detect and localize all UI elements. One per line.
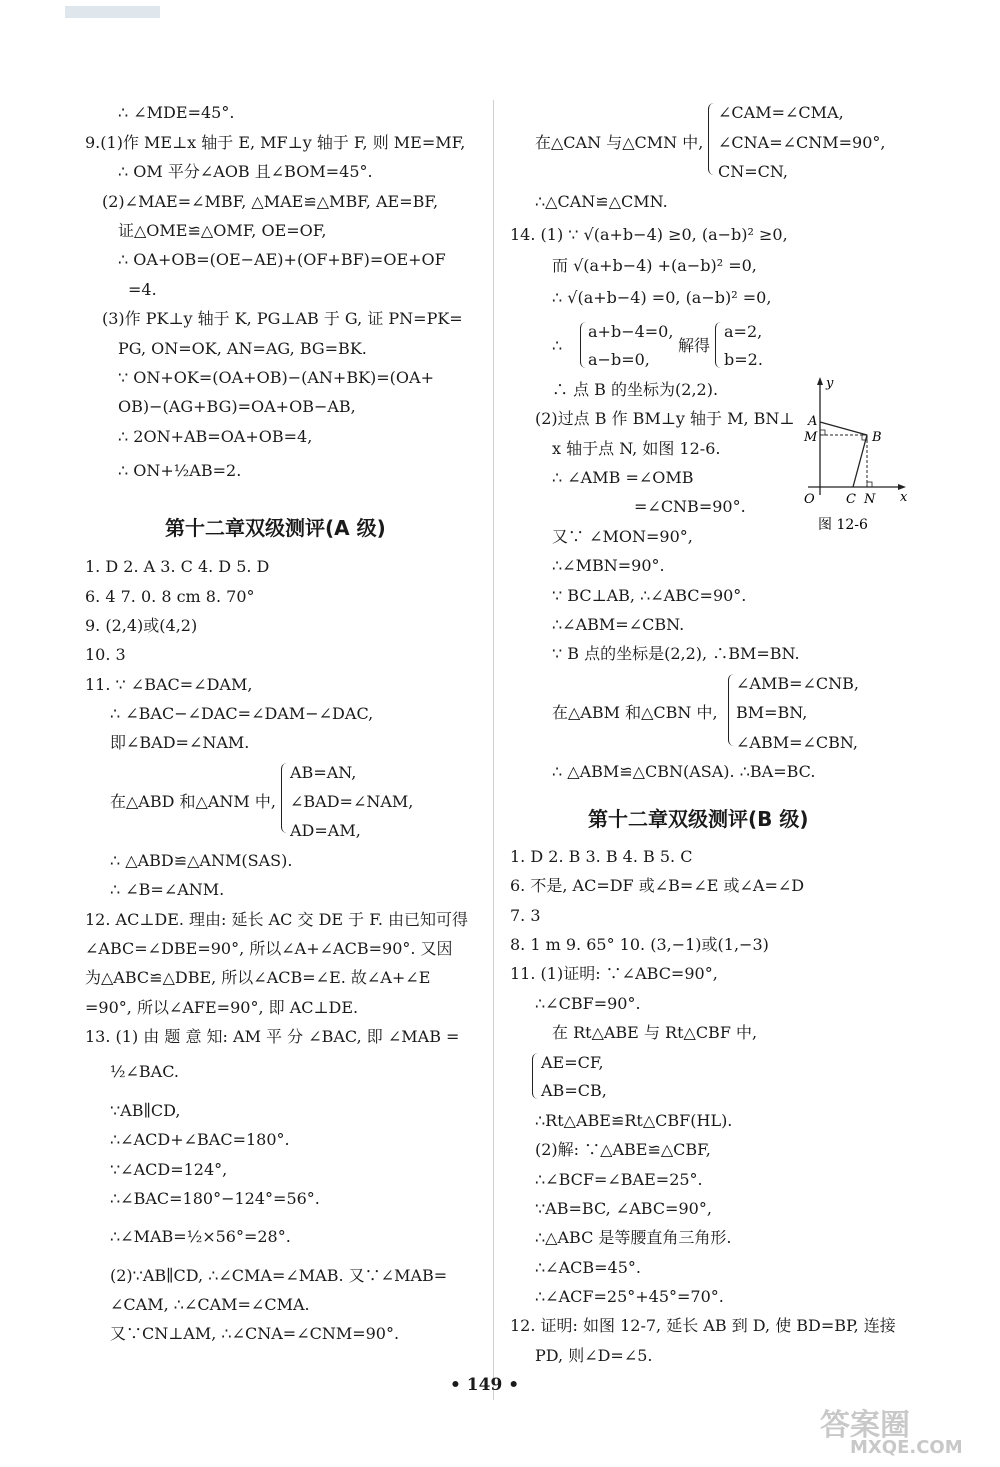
system-line: ∠CAM=∠CMA, xyxy=(718,103,844,122)
label-B: B xyxy=(872,430,882,445)
answer-line: ∵AB∥CD, xyxy=(110,1101,181,1120)
text-line: 9.(1)作 ME⊥x 轴于 E, MF⊥y 轴于 F, 则 ME=MF, xyxy=(85,133,466,152)
watermark-logo: 答案圈 xyxy=(820,1408,910,1443)
answer-line: (2)过点 B 作 BM⊥y 轴于 M, BN⊥ xyxy=(535,409,795,428)
system-line: ∠BAD=∠NAM, xyxy=(290,792,414,811)
answer-line: ½∠BAC. xyxy=(110,1062,179,1081)
system-line: ∠CNA=∠CNM=90°, xyxy=(718,133,886,152)
answer-line: ∵ BC⊥AB, ∴∠ABC=90°. xyxy=(552,586,747,605)
answer-line: ∴∠ACD+∠BAC=180°. xyxy=(110,1130,290,1149)
answer-line: 而 √(a+b−4) +(a−b)² =0, xyxy=(552,256,757,275)
system-line: BM=BN, xyxy=(736,703,808,722)
answer-line: (2)∵AB∥CD, ∴∠CMA=∠MAB. 又∵∠MAB= xyxy=(110,1266,448,1285)
system-line: a=2, xyxy=(724,322,763,341)
text-line: (3)作 PK⊥y 轴于 K, PG⊥AB 于 G, 证 PN=PK= xyxy=(102,309,463,328)
system-line: CN=CN, xyxy=(718,162,788,181)
system-line: AB=AN, xyxy=(290,763,357,782)
system-line: 解得 xyxy=(678,336,711,355)
answer-line: ∴∠ABM=∠CBN. xyxy=(552,615,685,634)
section-heading-b: 第十二章双级测评(B 级) xyxy=(588,807,809,831)
answer-line: ∴∠MAB=½×56°=28°. xyxy=(110,1227,291,1246)
text-line: ∴ OM 平分∠AOB 且∠BOM=45°. xyxy=(118,162,373,181)
answer-line: ∵AB=BC, ∠ABC=90°, xyxy=(535,1199,712,1218)
answer-line: 12. AC⊥DE. 理由: 延长 AC 交 DE 于 F. 由已知可得 xyxy=(85,910,469,929)
answer-line: ∴∠CBF=90°. xyxy=(535,994,641,1013)
figure-12-6 xyxy=(790,375,910,540)
answer-line: ∴∠BAC=180°−124°=56°. xyxy=(110,1189,320,1208)
text-line: ∴ ON+½AB=2. xyxy=(118,461,242,480)
answer-line: 11. ∵ ∠BAC=∠DAM, xyxy=(85,675,253,694)
brace xyxy=(715,322,724,368)
answer-line: ∴ √(a+b−4) =0, (a−b)² =0, xyxy=(552,288,772,307)
answer-line: 6. 不是, AC=DF 或∠B=∠E 或∠A=∠D xyxy=(510,876,805,895)
answer-line: 9. (2,4)或(4,2) xyxy=(85,616,198,635)
system-line: AE=CF, xyxy=(541,1053,604,1072)
system-line: AB=CB, xyxy=(541,1081,607,1100)
label-O: O xyxy=(804,492,815,507)
answer-line: 即∠BAD=∠NAM. xyxy=(110,733,250,752)
system-line: 在△ABD 和△ANM 中, xyxy=(110,792,276,811)
watermark-url: MXQE.COM xyxy=(850,1437,963,1458)
answer-line: =∠CNB=90°. xyxy=(634,497,746,516)
answer-line: ∠CAM, ∴∠CAM=∠CMA. xyxy=(110,1295,310,1314)
answer-line: ∴△CAN≌△CMN. xyxy=(535,192,668,211)
answer-line: ∵∠ACD=124°, xyxy=(110,1160,228,1179)
answer-line: ∴ △ABM≌△CBN(ASA). ∴BA=BC. xyxy=(552,762,816,781)
answer-line: 又∵ ∠MON=90°, xyxy=(552,527,693,546)
label-A: A xyxy=(808,414,818,429)
answer-line: 11. (1)证明: ∵∠ABC=90°, xyxy=(510,964,718,983)
text-line: ∴ OA+OB=(OE−AE)+(OF+BF)=OE+OF xyxy=(118,250,446,269)
answer-line: 1. D 2. A 3. C 4. D 5. D xyxy=(85,557,270,576)
answer-line: ∴∠ACF=25°+45°=70°. xyxy=(535,1287,724,1306)
answer-line: 13. (1) 由 题 意 知: AM 平 分 ∠BAC, 即 ∠MAB = xyxy=(85,1027,460,1046)
section-heading-a: 第十二章双级测评(A 级) xyxy=(165,516,386,540)
answer-line: ∵ B 点的坐标是(2,2), ∴BM=BN. xyxy=(552,644,800,663)
answer-line: ∴∠MBN=90°. xyxy=(552,556,665,575)
system-line: AD=AM, xyxy=(290,821,361,840)
text-line: ∵ ON+OK=(OA+OB)−(AN+BK)=(OA+ xyxy=(118,368,434,387)
answer-line: 7. 3 xyxy=(510,906,541,925)
answer-line: ∴ ∠AMB =∠OMB xyxy=(552,468,694,487)
system-line: ∠ABM=∠CBN, xyxy=(736,733,858,752)
text-line: 证△OME≌△OMF, OE=OF, xyxy=(118,221,327,240)
label-C: C xyxy=(846,492,856,507)
header-strip xyxy=(65,6,160,18)
answer-line: 在 Rt△ABE 与 Rt△CBF 中, xyxy=(552,1023,758,1042)
system-line: ∠AMB=∠CNB, xyxy=(736,674,859,693)
text-line: OB)−(AG+BG)=OA+OB−AB, xyxy=(118,397,356,416)
answer-line: 12. 证明: 如图 12-7, 延长 AB 到 D, 使 BD=BP, 连接 xyxy=(510,1316,896,1335)
answer-line: =90°, 所以∠AFE=90°, 即 AC⊥DE. xyxy=(85,998,359,1017)
answer-line: ∴ ∠BAC−∠DAC=∠DAM−∠DAC, xyxy=(110,704,374,723)
label-N: N xyxy=(864,492,876,507)
answer-line: 14. (1) ∵ √(a+b−4) ≥0, (a−b)² ≥0, xyxy=(510,225,788,244)
system-line: a+b−4=0, xyxy=(588,322,674,341)
answer-line: ∴ △ABD≌△ANM(SAS). xyxy=(110,851,293,870)
answer-line: ∴Rt△ABE≌Rt△CBF(HL). xyxy=(535,1111,733,1130)
answer-line: ∴ 点 B 的坐标为(2,2). xyxy=(552,380,719,399)
system-line: a−b=0, xyxy=(588,350,650,369)
answer-line: 6. 4 7. 0. 8 cm 8. 70° xyxy=(85,587,255,606)
answer-line: ∴∠ACB=45°. xyxy=(535,1258,641,1277)
answer-line: 10. 3 xyxy=(85,645,126,664)
segment-AB xyxy=(820,422,867,435)
label-x: x xyxy=(900,490,908,505)
answer-line: x 轴于点 N, 如图 12-6. xyxy=(552,439,721,458)
answer-line: ∴△ABC 是等腰直角三角形. xyxy=(535,1228,732,1247)
answer-line: ∠ABC=∠DBE=90°, 所以∠A+∠ACB=90°. 又因 xyxy=(85,939,453,958)
brace xyxy=(708,103,717,175)
label-M: M xyxy=(804,430,818,445)
column-divider xyxy=(493,100,494,1400)
text-line: ∴ 2ON+AB=OA+OB=4, xyxy=(118,427,313,446)
page-number: • 149 • xyxy=(450,1375,520,1395)
segment-BC xyxy=(853,435,867,487)
answer-line: 为△ABC≌△DBE, 所以∠ACB=∠E. 故∠A+∠E xyxy=(85,968,431,987)
y-axis-arrow xyxy=(817,377,823,385)
system-line: b=2. xyxy=(724,350,763,369)
text-line: ∴ ∠MDE=45°. xyxy=(118,103,235,122)
system-line: 在△CAN 与△CMN 中, xyxy=(535,133,704,152)
brace xyxy=(281,763,290,833)
answer-line: (2)解: ∵△ABE≌△CBF, xyxy=(535,1140,711,1159)
answer-line: ∴∠BCF=∠BAE=25°. xyxy=(535,1170,703,1189)
right-angle-M xyxy=(820,430,825,435)
answer-line: 1. D 2. B 3. B 4. B 5. C xyxy=(510,847,693,866)
right-angle-N xyxy=(867,482,872,487)
text-line: (2)∠MAE=∠MBF, △MAE≌△MBF, AE=BF, xyxy=(102,192,439,211)
brace xyxy=(532,1053,541,1099)
label-y: y xyxy=(826,376,834,391)
answer-line: 又∵CN⊥AM, ∴∠CNA=∠CNM=90°. xyxy=(110,1324,400,1343)
text-line: PG, ON=OK, AN=AG, BG=BK. xyxy=(118,339,367,358)
answer-line: ∴ ∠B=∠ANM. xyxy=(110,880,225,899)
system-line: 在△ABM 和△CBN 中, xyxy=(552,703,718,722)
answer-line: 8. 1 m 9. 65° 10. (3,−1)或(1,−3) xyxy=(510,935,769,954)
text-line: =4. xyxy=(128,280,157,299)
system-line: ∴ xyxy=(552,336,563,355)
figure-caption: 图 12-6 xyxy=(818,517,868,533)
answer-line: PD, 则∠D=∠5. xyxy=(535,1346,653,1365)
